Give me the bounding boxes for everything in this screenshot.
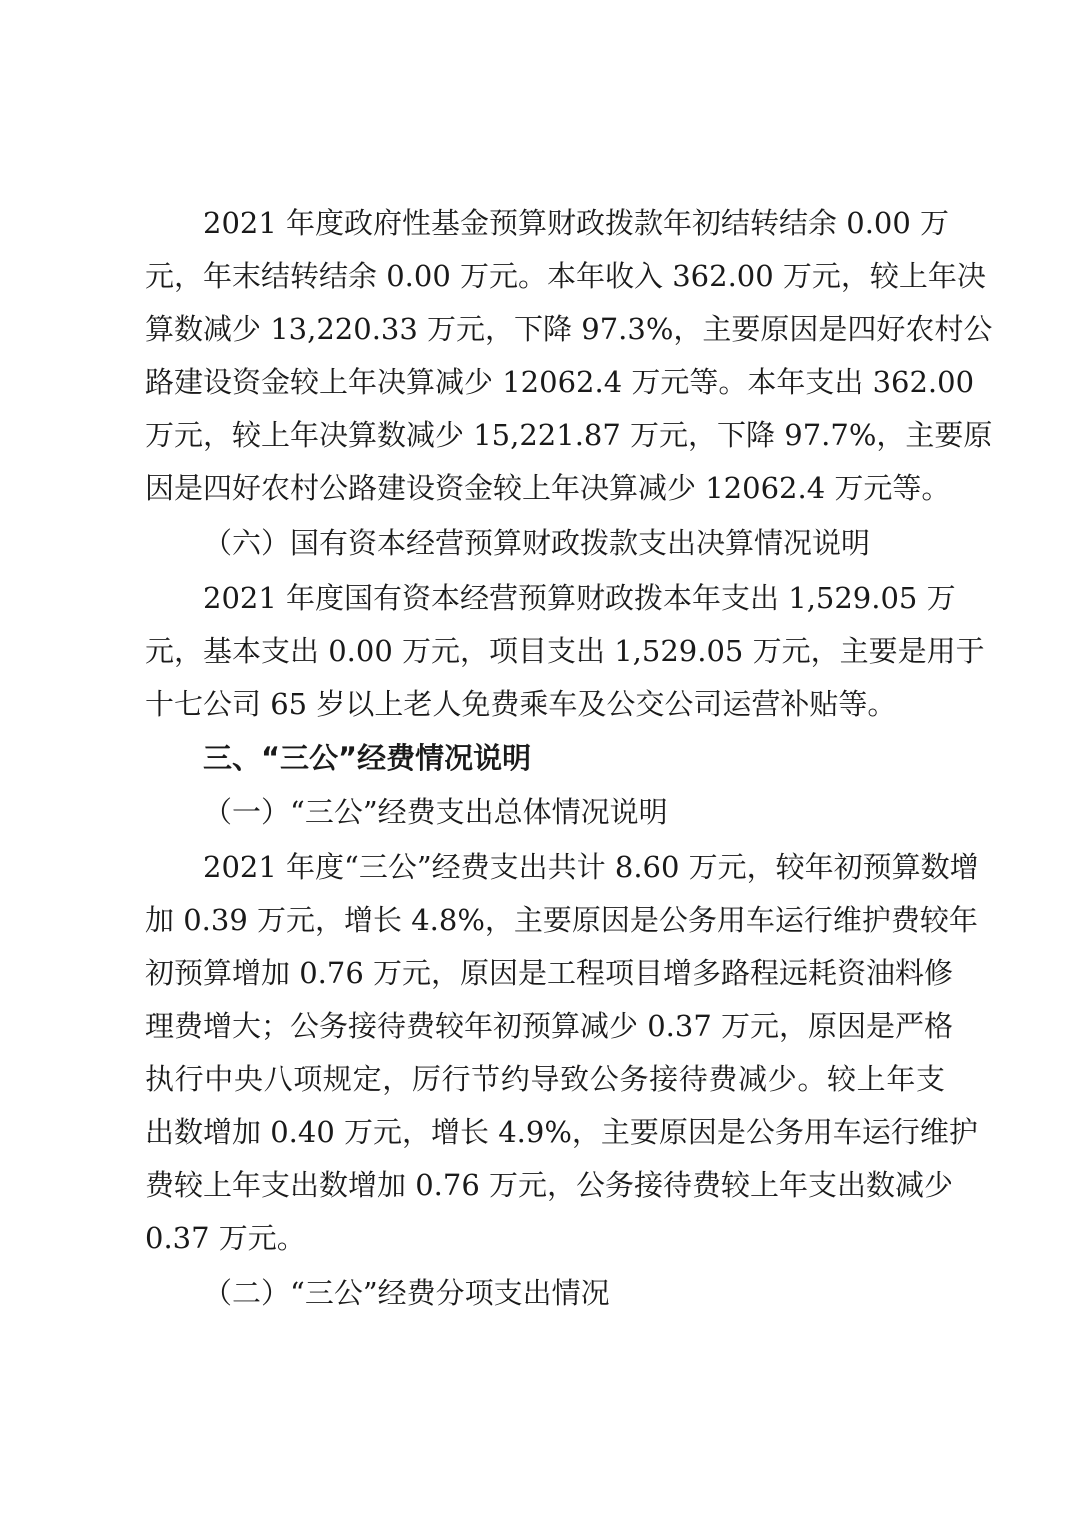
paragraph-line: 出数增加 0.40 万元，增长 4.9%，主要原因是公务用车运行维护 <box>145 1115 978 1149</box>
paragraph-line: 0.37 万元。 <box>145 1221 306 1255</box>
paragraph-line: 算数减少 13,220.33 万元，下降 97.3%，主要原因是四好农村公 <box>145 312 993 346</box>
paragraph-line: 路建设资金较上年决算减少 12062.4 万元等。本年支出 362.00 <box>145 365 975 399</box>
paragraph-line: 初预算增加 0.76 万元，原因是工程项目增多路程远耗资油料修 <box>145 956 954 990</box>
paragraph-line: 因是四好农村公路建设资金较上年决算减少 12062.4 万元等。 <box>145 471 951 505</box>
section-heading-3: 三、“三公”经费情况说明 <box>203 741 532 775</box>
paragraph-line: 2021 年度国有资本经营预算财政拨本年支出 1,529.05 万 <box>203 581 956 615</box>
paragraph-line: 理费增大；公务接待费较年初预算减少 0.37 万元，原因是严格 <box>145 1009 954 1043</box>
paragraph-line: 2021 年度政府性基金预算财政拨款年初结转结余 0.00 万 <box>203 206 950 240</box>
paragraph-line: 2021 年度“三公”经费支出共计 8.60 万元，较年初预算数增 <box>203 850 979 884</box>
paragraph-line: 万元，较上年决算数减少 15,221.87 万元，下降 97.7%，主要原 <box>145 418 993 452</box>
paragraph-line: 执行中央八项规定，厉行节约导致公务接待费减少。较上年支 <box>145 1062 945 1096</box>
section-heading-3-1: （一）“三公”经费支出总体情况说明 <box>203 795 668 829</box>
paragraph-line: 元，基本支出 0.00 万元，项目支出 1,529.05 万元，主要是用于 <box>145 634 985 668</box>
section-heading-3-2: （二）“三公”经费分项支出情况 <box>203 1276 610 1310</box>
paragraph-line: 十七公司 65 岁以上老人免费乘车及公交公司运营补贴等。 <box>145 687 897 721</box>
paragraph-line: 加 0.39 万元，增长 4.8%，主要原因是公务用车运行维护费较年 <box>145 903 978 937</box>
section-heading-6: （六）国有资本经营预算财政拨款支出决算情况说明 <box>203 526 871 560</box>
paragraph-line: 费较上年支出数增加 0.76 万元，公务接待费较上年支出数减少 <box>145 1168 954 1202</box>
paragraph-line: 元，年末结转结余 0.00 万元。本年收入 362.00 万元，较上年决 <box>145 259 986 293</box>
